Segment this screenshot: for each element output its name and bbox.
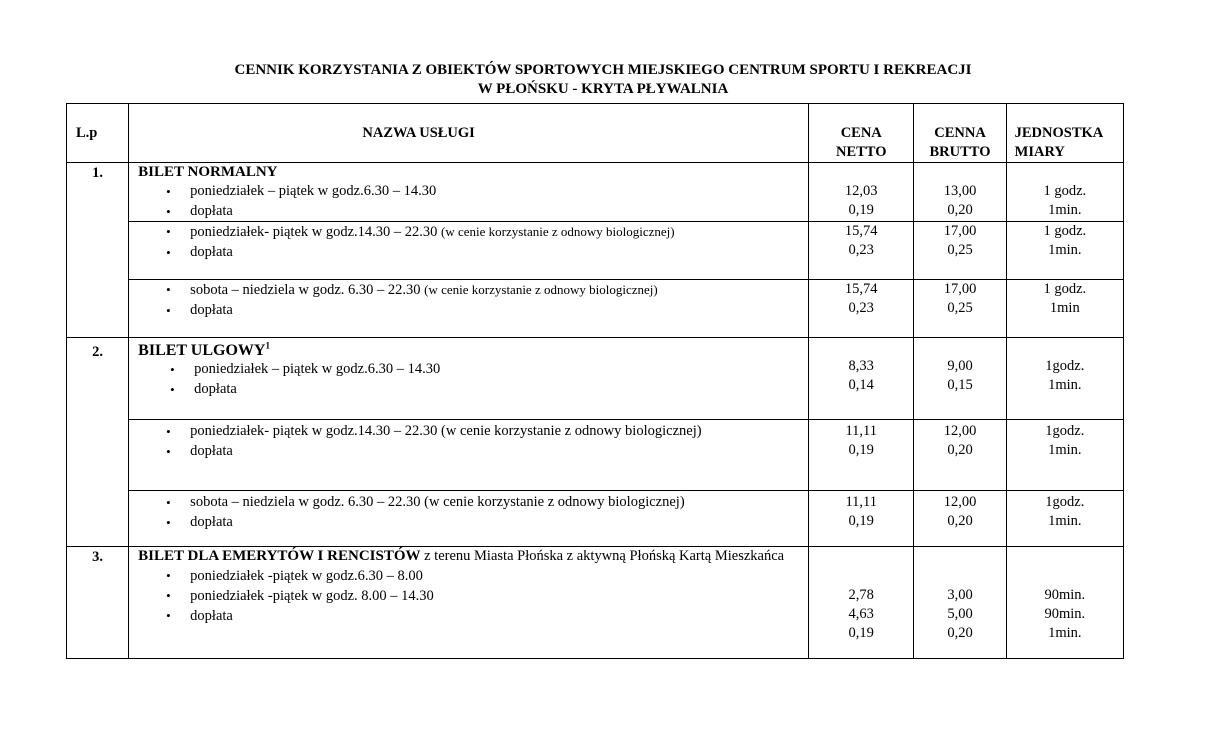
unit-cell — [1006, 338, 1123, 420]
footnote-marker: 1 — [265, 340, 270, 351]
netto-cell — [809, 547, 914, 659]
price-table — [66, 103, 1124, 659]
netto-value: 15,74 — [844, 223, 878, 239]
unit-value: 90min. — [1044, 606, 1086, 622]
brutto-value: 0,15 — [947, 377, 973, 393]
netto-value: 0,19 — [848, 202, 874, 218]
brutto-value: 0,20 — [947, 625, 973, 641]
list-item: • dopłata — [129, 202, 808, 222]
unit-value: 1min. — [1048, 242, 1082, 258]
table-row — [67, 547, 1124, 659]
brutto-value: 17,00 — [943, 281, 977, 297]
brutto-value: 0,20 — [947, 202, 973, 218]
unit-cell — [1006, 280, 1123, 338]
table-row — [67, 163, 1124, 222]
list-item — [129, 280, 808, 301]
table-row — [67, 222, 1124, 280]
service-cell — [129, 280, 809, 338]
service-cell — [129, 338, 809, 420]
netto-cell — [809, 163, 914, 222]
brutto-cell — [914, 280, 1006, 338]
brutto-value: 0,20 — [947, 442, 973, 458]
table-header-row — [67, 104, 1124, 163]
brutto-cell — [914, 491, 1006, 547]
netto-cell — [809, 491, 914, 547]
document-title-line-2: W PŁOŃSKU - KRYTA PŁYWALNIA — [477, 81, 729, 97]
netto-value: 15,74 — [844, 281, 878, 297]
unit-value: 90min. — [1044, 587, 1086, 603]
list-item: • sobota – niedziela w godz. 6.30 – 22.30 (w cenie korzystanie z odnowy biologicznej) — [129, 493, 808, 513]
netto-value: 8,33 — [848, 358, 874, 374]
list-item: • dopłata — [129, 243, 808, 263]
category-subtitle: z terenu Miasta Płońska z aktywną Płońską Kartą Mieszkańca — [420, 548, 785, 564]
table-row — [67, 491, 1124, 547]
netto-value: 12,03 — [844, 183, 878, 199]
row-number: 2. — [67, 338, 129, 547]
service-list — [129, 222, 808, 262]
service-cell — [129, 222, 809, 280]
service-list — [129, 566, 808, 626]
unit-value: 1godz. — [1045, 423, 1085, 439]
unit-value: 1min. — [1048, 442, 1082, 458]
brutto-value: 5,00 — [947, 606, 973, 622]
netto-value: 4,63 — [848, 606, 874, 622]
category-title: BILET NORMALNY — [138, 164, 278, 180]
table-row — [67, 280, 1124, 338]
row-number: 3. — [67, 547, 129, 659]
header-brutto-line-1: CENNA — [934, 125, 986, 141]
brutto-cell — [914, 222, 1006, 280]
brutto-cell — [914, 338, 1006, 420]
header-price-brutto — [914, 104, 1006, 163]
brutto-cell — [914, 547, 1006, 659]
brutto-value: 9,00 — [947, 358, 973, 374]
netto-value: 0,23 — [848, 300, 874, 316]
netto-cell — [809, 420, 914, 491]
netto-value: 2,78 — [848, 587, 874, 603]
service-list — [129, 360, 808, 399]
service-cell — [129, 491, 809, 547]
unit-cell — [1006, 420, 1123, 491]
netto-value: 0,23 — [848, 242, 874, 258]
unit-value: 1min. — [1048, 202, 1082, 218]
netto-value: 0,19 — [848, 513, 874, 529]
header-unit-line-1: JEDNOSTKA — [1014, 125, 1104, 141]
unit-value: 1 godz. — [1043, 281, 1087, 297]
item-text: poniedziałek- piątek w godz.14.30 – 22.30 — [190, 224, 442, 240]
netto-value: 11,11 — [845, 423, 878, 439]
item-text: sobota – niedziela w godz. 6.30 – 22.30 — [190, 282, 425, 298]
unit-value: 1 godz. — [1043, 223, 1087, 239]
netto-cell — [809, 280, 914, 338]
header-service-name: NAZWA USŁUGI — [129, 104, 809, 163]
item-note: (w cenie korzystanie z odnowy biologicznej) — [441, 224, 675, 239]
netto-value: 0,14 — [848, 377, 874, 393]
unit-cell — [1006, 222, 1123, 280]
category-title — [129, 341, 808, 360]
header-unit — [1006, 104, 1123, 163]
unit-cell — [1006, 163, 1123, 222]
unit-cell — [1006, 547, 1123, 659]
document-title-line-1: CENNIK KORZYSTANIA Z OBIEKTÓW SPORTOWYCH MIEJSKIEGO CENTRUM SPORTU I REKREACJI — [234, 62, 972, 78]
item-note: (w cenie korzystanie z odnowy biologicznej) — [424, 282, 658, 297]
row-number: 1. — [67, 163, 129, 338]
netto-cell — [809, 338, 914, 420]
list-item: • poniedziałek – piątek w godz.6.30 – 14.30 — [133, 360, 808, 380]
unit-value: 1 godz. — [1043, 183, 1087, 199]
brutto-cell — [914, 420, 1006, 491]
list-item — [129, 222, 808, 243]
netto-value: 0,19 — [848, 442, 874, 458]
service-list — [129, 182, 808, 221]
service-list — [129, 422, 808, 461]
header-netto-line-2: NETTO — [835, 144, 887, 160]
brutto-value: 3,00 — [947, 587, 973, 603]
list-item: • dopłata — [129, 301, 808, 321]
list-item: • dopłata — [133, 380, 808, 400]
brutto-value: 13,00 — [943, 183, 977, 199]
brutto-value: 0,20 — [947, 513, 973, 529]
netto-value: 11,11 — [845, 494, 878, 510]
brutto-value: 17,00 — [943, 223, 977, 239]
netto-value: 0,19 — [848, 625, 874, 641]
header-netto-line-1: CENA — [840, 125, 882, 141]
list-item: • dopłata — [129, 442, 808, 462]
unit-cell — [1006, 491, 1123, 547]
unit-value: 1min. — [1048, 377, 1082, 393]
brutto-value: 0,25 — [947, 300, 973, 316]
category-title-text: BILET ULGOWY — [138, 342, 266, 359]
brutto-value: 12,00 — [943, 423, 977, 439]
unit-value: 1min. — [1048, 625, 1082, 641]
category-title: BILET DLA EMERYTÓW I RENCISTÓW — [138, 548, 421, 564]
service-cell — [129, 547, 809, 659]
brutto-value: 12,00 — [943, 494, 977, 510]
table-row — [67, 420, 1124, 491]
service-list — [129, 493, 808, 532]
unit-value: 1min — [1049, 300, 1080, 316]
list-item: • dopłata — [129, 513, 808, 533]
unit-value: 1godz. — [1045, 358, 1085, 374]
header-price-netto — [809, 104, 914, 163]
category-description — [129, 547, 808, 566]
netto-cell — [809, 222, 914, 280]
service-cell — [129, 420, 809, 491]
header-lp: L.p — [67, 104, 129, 163]
unit-value: 1min. — [1048, 513, 1082, 529]
list-item: • poniedziałek – piątek w godz.6.30 – 14.30 — [129, 182, 808, 202]
list-item: • dopłata — [129, 606, 808, 626]
table-row — [67, 338, 1124, 420]
service-list — [129, 280, 808, 320]
header-unit-line-2: MIARY — [1014, 144, 1065, 160]
unit-value: 1godz. — [1045, 494, 1085, 510]
service-cell — [129, 163, 809, 222]
brutto-cell — [914, 163, 1006, 222]
brutto-value: 0,25 — [947, 242, 973, 258]
list-item: • poniedziałek -piątek w godz. 8.00 – 14.30 — [129, 586, 808, 606]
list-item: • poniedziałek- piątek w godz.14.30 – 22.30 (w cenie korzystanie z odnowy biologicznej) — [129, 422, 808, 442]
header-brutto-line-2: BRUTTO — [929, 144, 991, 160]
list-item: • poniedziałek -piątek w godz.6.30 – 8.00 — [129, 566, 808, 586]
